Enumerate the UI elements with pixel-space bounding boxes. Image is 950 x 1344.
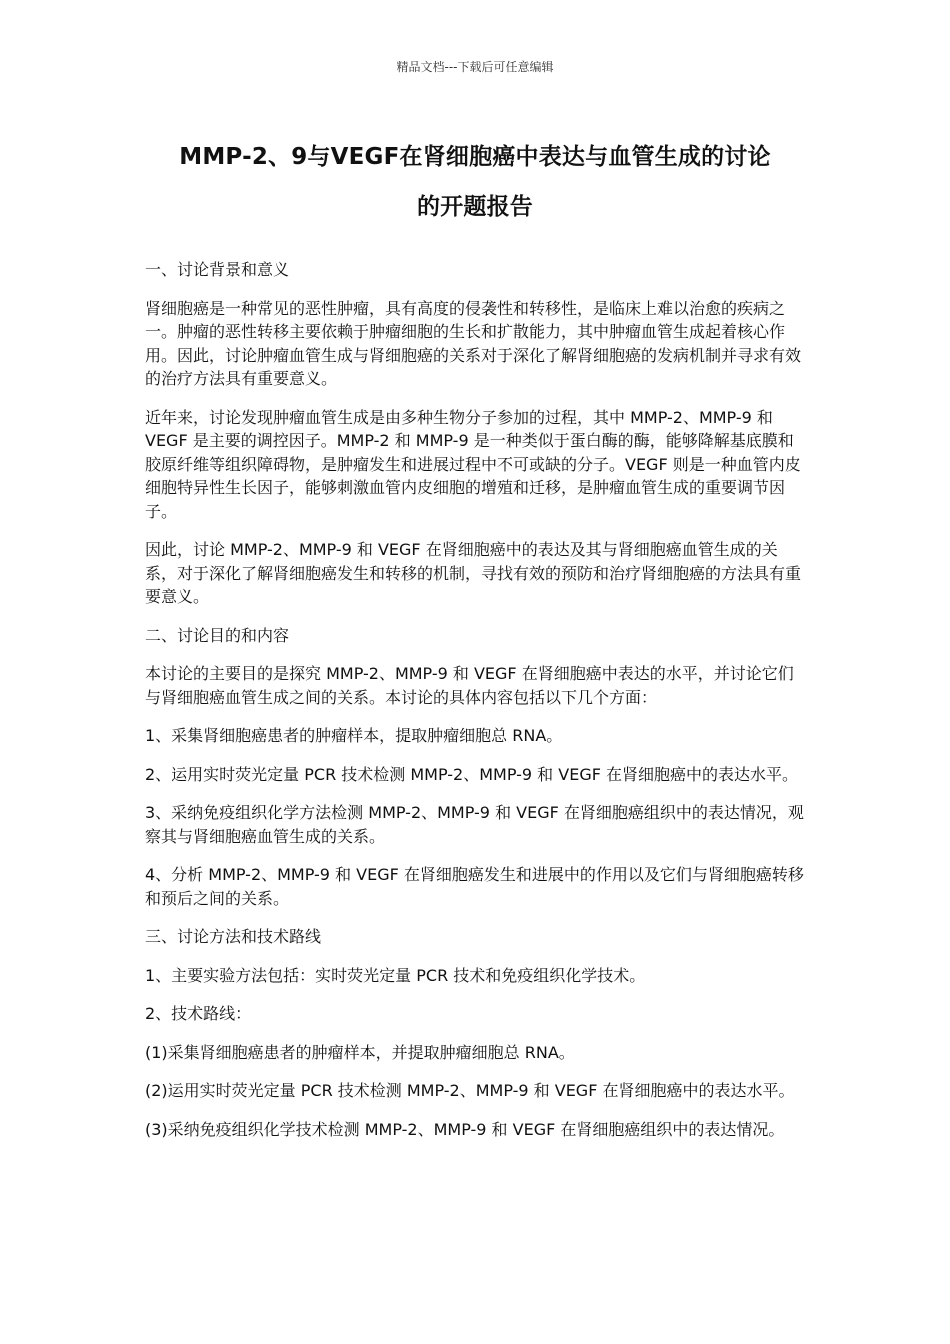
list-item: 2、运用实时荧光定量 PCR 技术检测 MMP-2、MMP-9 和 VEGF 在肾细胞癌中的表达水平。: [145, 764, 799, 784]
section-heading-methods: 三、讨论方法和技术路线: [145, 927, 322, 946]
document-title-line-1: MMP-2、9与VEGF在肾细胞癌中表达与血管生成的讨论: [179, 144, 771, 170]
list-item: (2)运用实时荧光定量 PCR 技术检测 MMP-2、MMP-9 和 VEGF 在肾细胞癌中的表达水平。: [145, 1081, 795, 1100]
paragraph: 本讨论的主要目的是探究 MMP-2、MMP-9 和 VEGF 在肾细胞癌中表达的水平，并讨论它们与肾细胞癌血管生成之间的关系。本讨论的具体内容包括以下几个方面：: [145, 664, 794, 707]
paragraph: 近年来，讨论发现肿瘤血管生成是由多种生物分子参加的过程，其中 MMP-2、MMP-9 和 VEGF 是主要的调控因子。MMP-2 和 MMP-9 是一种类似于蛋白酶的酶，能够降解基底膜和胶原纤维等组织障碍物，是肿瘤发生和进展过程中不可或缺的分子。VEGF 则是一种血管内皮细胞特异性生长因子，能够刺激血管内皮细胞的增殖和迁移，是肿瘤血管生成的重要调节因子。: [145, 407, 801, 521]
list-item: 1、采集肾细胞癌患者的肿瘤样本，提取肿瘤细胞总 RNA。: [145, 726, 563, 745]
document-title: [120, 132, 830, 232]
paragraph: 因此，讨论 MMP-2、MMP-9 和 VEGF 在肾细胞癌中的表达及其与肾细胞癌血管生成的关系，对于深化了解肾细胞癌发生和转移的机制，寻找有效的预防和治疗肾细胞癌的方法具有重要意义。: [145, 540, 802, 606]
section-heading-purpose: 二、讨论目的和内容: [145, 625, 290, 645]
section-heading-background: 一、讨论背景和意义: [145, 260, 290, 279]
list-item: 3、采纳免疫组织化学方法检测 MMP-2、MMP-9 和 VEGF 在肾细胞癌组织中的表达情况，观察其与肾细胞癌血管生成的关系。: [145, 803, 804, 846]
document-body: [145, 258, 807, 1156]
paragraph: 肾细胞癌是一种常见的恶性肿瘤，具有高度的侵袭性和转移性，是临床上难以治愈的疾病之一。肿瘤的恶性转移主要依赖于肿瘤细胞的生长和扩散能力，其中肿瘤血管生成起着核心作用。因此，讨论肿瘤血管生成与肾细胞癌的关系对于深化了解肾细胞癌的发病机制并寻求有效的治疗方法具有重要意义。: [145, 298, 802, 388]
list-item: 2、技术路线：: [145, 1004, 252, 1023]
list-item: 4、分析 MMP-2、MMP-9 和 VEGF 在肾细胞癌发生和进展中的作用以及它们与肾细胞癌转移和预后之间的关系。: [145, 865, 804, 908]
page-header: 精品文档---下载后可任意编辑: [396, 60, 554, 74]
document-title-line-2: 的开题报告: [417, 194, 533, 220]
list-item: (1)采集肾细胞癌患者的肿瘤样本，并提取肿瘤细胞总 RNA。: [145, 1042, 575, 1062]
list-item: (3)采纳免疫组织化学技术检测 MMP-2、MMP-9 和 VEGF 在肾细胞癌组织中的表达情况。: [145, 1119, 785, 1139]
list-item: 1、主要实验方法包括：实时荧光定量 PCR 技术和免疫组织化学技术。: [145, 965, 646, 985]
